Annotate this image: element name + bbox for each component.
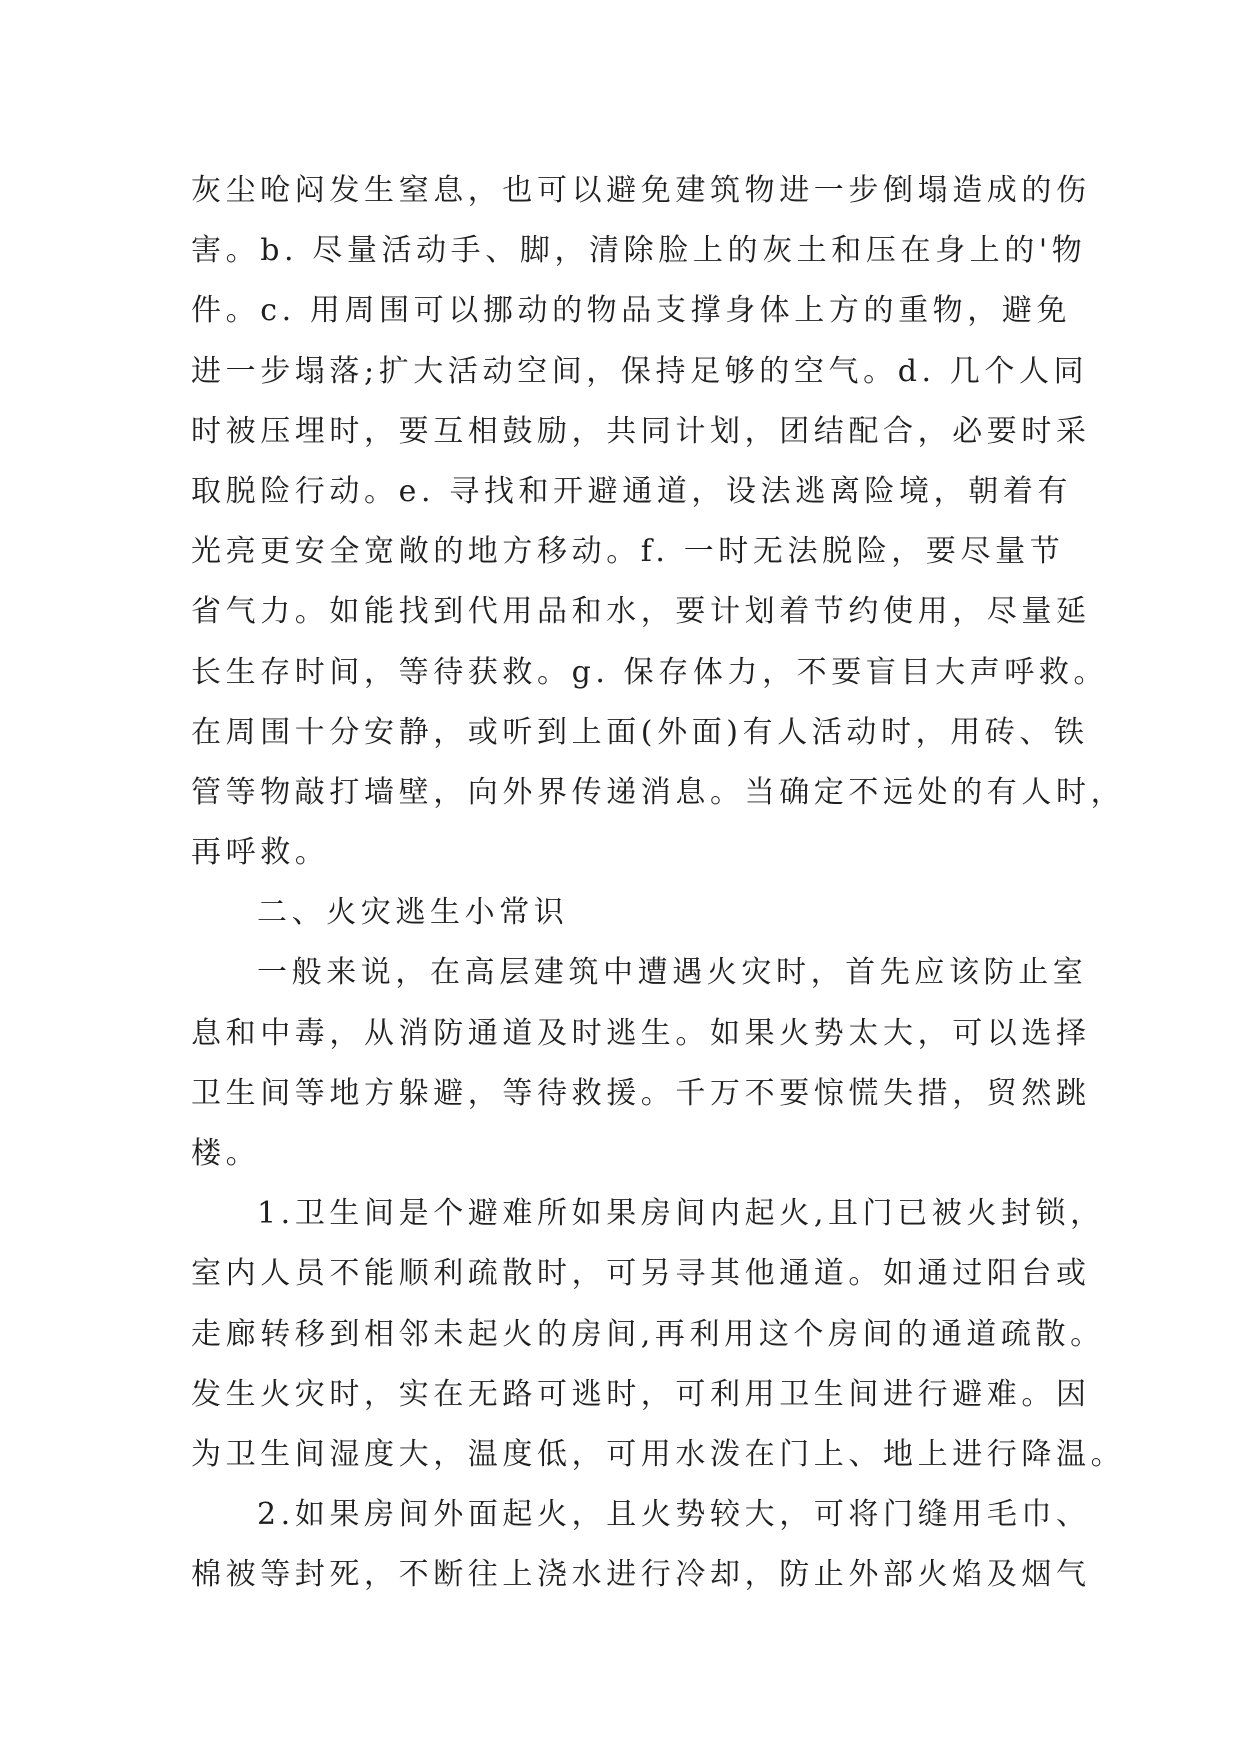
text-line: 室内人员不能顺利疏散时，可另寻其他通道。如通过阳台或 <box>191 1256 1091 1292</box>
text-line: 卫生间等地方躲避，等待救援。千万不要惊慌失措，贸然跳 <box>191 1075 1091 1111</box>
text-line: 再呼救。 <box>191 835 330 871</box>
text-line: 取脱险行动。e. 寻找和开避通道，设法逃离险境，朝着有 <box>191 473 1073 509</box>
text-line: 光亮更安全宽敞的地方移动。f. 一时无法脱险，要尽量节 <box>191 534 1065 570</box>
text-line: 走廊转移到相邻未起火的房间,再利用这个房间的通道疏散。 <box>191 1316 1105 1352</box>
text-line: 省气力。如能找到代用品和水，要计划着节约使用，尽量延 <box>191 594 1091 630</box>
text-line: 一般来说，在高层建筑中遭遇火灾时，首先应该防止室 <box>257 955 1088 991</box>
text-line: 为卫生间湿度大，温度低，可用水泼在门上、地上进行降温。 <box>191 1436 1126 1472</box>
text-line: 进一步塌落;扩大活动空间，保持足够的空气。d. 几个人同 <box>191 353 1089 389</box>
text-line: 时被压埋时，要互相鼓励，共同计划，团结配合，必要时采 <box>191 413 1091 449</box>
body-text <box>191 161 1126 1606</box>
text-line: 长生存时间，等待获救。g. 保存体力，不要盲目大声呼救。 <box>191 654 1109 690</box>
text-line: 害。b. 尽量活动手、脚，清除脸上的灰土和压在身上的'物 <box>191 233 1087 269</box>
text-line: 1.卫生间是个避难所如果房间内起火,且门已被火封锁， <box>257 1196 1105 1232</box>
text-line: 息和中毒，从消防通道及时逃生。如果火势太大，可以选择 <box>191 1015 1091 1051</box>
text-line: 棉被等封死，不断往上浇水进行冷却，防止外部火焰及烟气 <box>191 1557 1091 1593</box>
text-line: 发生火灾时，实在无路可逃时，可利用卫生间进行避难。因 <box>191 1376 1091 1412</box>
text-line: 2.如果房间外面起火，且火势较大，可将门缝用毛巾、 <box>257 1497 1091 1533</box>
text-line: 楼。 <box>191 1136 261 1171</box>
text-line: 灰尘呛闷发生窒息，也可以避免建筑物进一步倒塌造成的伤 <box>191 173 1091 208</box>
section-heading: 二、火灾逃生小常识 <box>257 895 569 931</box>
text-line: 件。c. 用周围可以挪动的物品支撑身体上方的重物，避免 <box>191 293 1072 329</box>
text-line: 在周围十分安静，或听到上面(外面)有人活动时，用砖、铁 <box>191 714 1089 750</box>
text-line: 管等物敲打墙壁，向外界传递消息。当确定不远处的有人时， <box>191 774 1126 810</box>
